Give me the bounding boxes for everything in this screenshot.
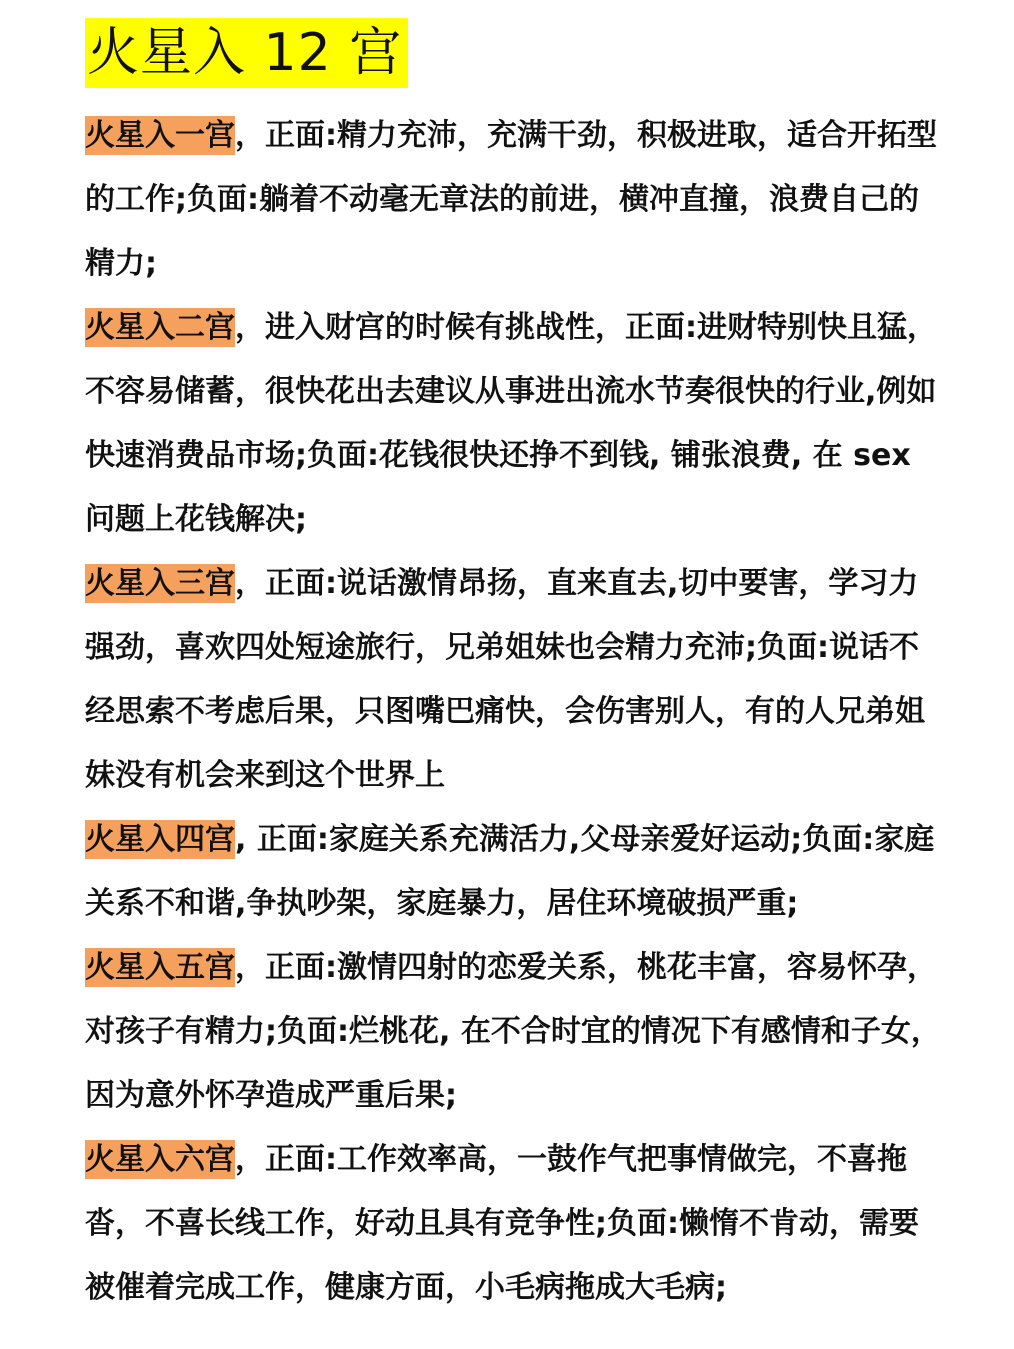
entry-heading: 火星入二宫 [85, 310, 235, 345]
entry-heading: 火星入三宫 [85, 566, 235, 601]
document-page [85, 18, 945, 1320]
page-title: 火星入 12 宫 [85, 18, 408, 88]
entry-house-3 [85, 552, 945, 808]
entry-house-4 [85, 808, 945, 936]
entry-text: ，正面:说话激情昂扬，直来直去,切中要害，学习力强劲，喜欢四处短途旅行，兄弟姐妹也会精力充沛;负面:说话不经思索不考虑后果，只图嘴巴痛快，会伤害别人，有的人兄弟姐妹没有机会来到这个世界上 [85, 566, 925, 793]
entry-text: ，进入财宫的时候有挑战性，正面:进财特别快且猛，不容易储蓄，很快花出去建议从事进出流水节奏很快的行业,例如快速消费品市场;负面:花钱很快还挣不到钱, 铺张浪费, 在 sex 问题上花钱解决; [85, 310, 937, 537]
entry-heading: 火星入六宫 [85, 1142, 235, 1177]
entry-house-5 [85, 936, 945, 1128]
entry-heading: 火星入四宫 [85, 822, 235, 857]
entry-house-1 [85, 104, 945, 296]
entry-text: , 正面:家庭关系充满活力,父母亲爱好运动;负面:家庭关系不和谐,争执吵架，家庭暴力，居住环境破损严重; [85, 822, 935, 921]
entry-house-2 [85, 296, 945, 552]
entry-heading: 火星入五宫 [85, 950, 235, 985]
entry-text: ，正面:工作效率高，一鼓作气把事情做完，不喜拖沓，不喜长线工作，好动且具有竞争性;负面:懒惰不肯动，需要被催着完成工作，健康方面，小毛病拖成大毛病; [85, 1142, 919, 1305]
entry-text: ，正面:激情四射的恋爱关系，桃花丰富，容易怀孕，对孩子有精力;负面:烂桃花, 在不合时宜的情况下有感情和子女，因为意外怀孕造成严重后果; [85, 950, 941, 1113]
entry-heading: 火星入一宫 [85, 118, 235, 153]
entry-list [85, 104, 945, 1320]
entry-house-6 [85, 1128, 945, 1320]
entry-text: ，正面:精力充沛，充满干劲，积极进取，适合开拓型的工作;负面:躺着不动毫无章法的前进，横冲直撞，浪费自己的精力; [85, 118, 937, 281]
